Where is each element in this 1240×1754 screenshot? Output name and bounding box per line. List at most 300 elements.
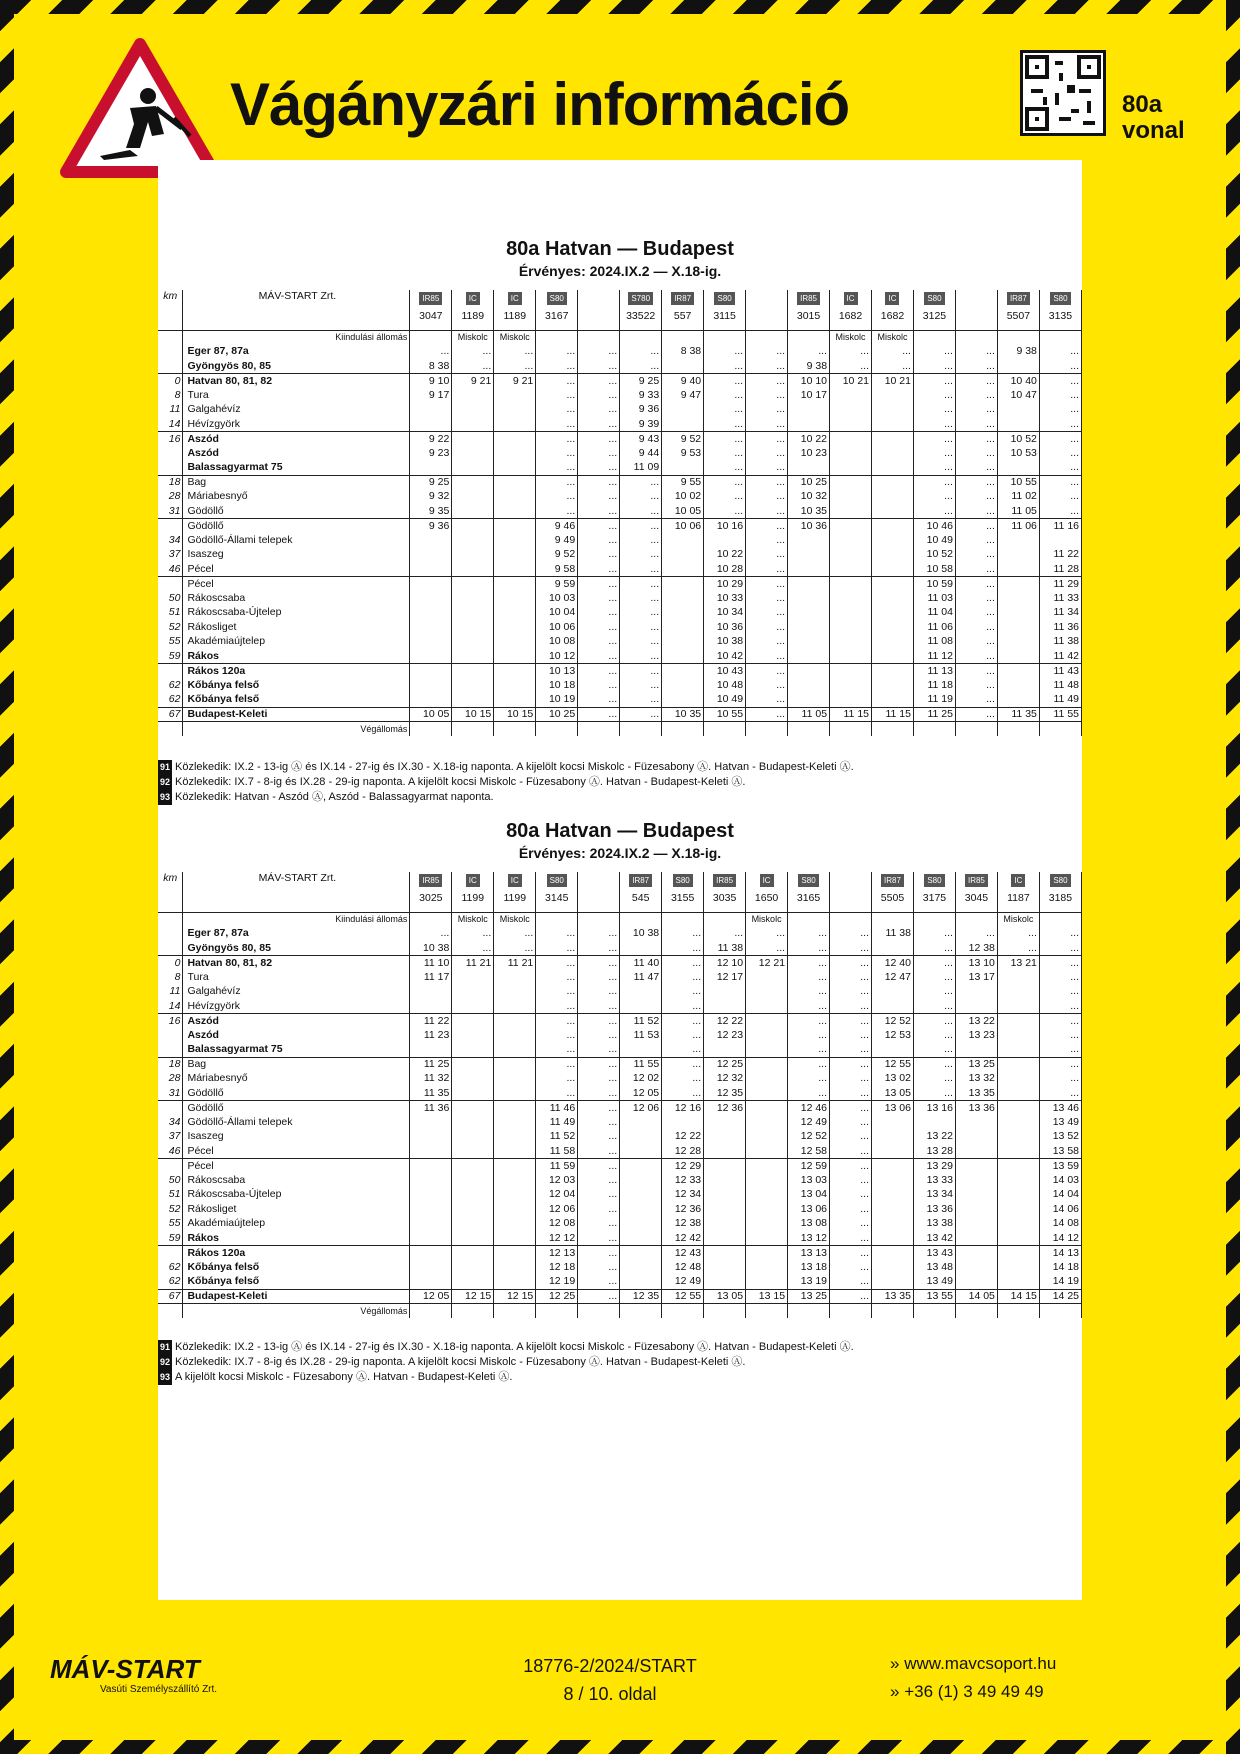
time-cell <box>746 1057 788 1072</box>
time-cell <box>997 1057 1039 1072</box>
timetable-row <box>158 548 1082 563</box>
time-cell <box>662 577 704 592</box>
time-cell: ... <box>830 1217 872 1232</box>
time-cell <box>410 1130 452 1145</box>
time-cell <box>830 490 872 505</box>
train-category-cell <box>746 290 788 310</box>
time-cell: 10 05 <box>662 504 704 519</box>
train-category-cell <box>662 872 704 892</box>
time-cell: 12 38 <box>955 941 997 956</box>
time-cell: 11 08 <box>913 635 955 650</box>
time-cell <box>452 461 494 476</box>
time-cell: 13 18 <box>788 1260 830 1275</box>
train-number: 5505 <box>872 892 914 912</box>
timetable-row <box>158 927 1082 942</box>
time-cell: ... <box>704 374 746 389</box>
time-cell: 12 43 <box>662 1246 704 1261</box>
time-cell: 10 25 <box>788 475 830 490</box>
time-cell <box>452 1231 494 1246</box>
time-cell <box>830 533 872 548</box>
station-name: Aszód <box>183 432 410 447</box>
train-category-badge: S80 <box>714 292 734 305</box>
km-cell: 52 <box>158 1202 183 1217</box>
station-name: Rákos 120a <box>183 1246 410 1261</box>
station-name: Akadémiaújtelep <box>183 635 410 650</box>
time-cell: ... <box>536 417 578 432</box>
timetable-row <box>158 533 1082 548</box>
time-cell <box>955 1260 997 1275</box>
end-cell <box>955 1304 997 1319</box>
train-number: 3035 <box>704 892 746 912</box>
time-cell: 14 05 <box>955 1289 997 1304</box>
roadworks-warning-icon <box>60 38 220 178</box>
time-cell <box>452 970 494 985</box>
start-label: Kiindulási állomás <box>183 912 410 927</box>
time-cell <box>452 1028 494 1043</box>
km-cell: 11 <box>158 403 183 418</box>
time-cell <box>746 1144 788 1159</box>
km-cell: 67 <box>158 707 183 722</box>
time-cell: 11 49 <box>1039 693 1081 708</box>
timetable-row <box>158 359 1082 374</box>
time-cell: ... <box>830 1144 872 1159</box>
km-cell: 14 <box>158 417 183 432</box>
time-cell: ... <box>704 446 746 461</box>
time-cell: 11 38 <box>704 941 746 956</box>
time-cell: 14 03 <box>1039 1173 1081 1188</box>
time-cell <box>997 548 1039 563</box>
time-cell <box>662 693 704 708</box>
time-cell <box>746 1043 788 1058</box>
time-cell: ... <box>578 1101 620 1116</box>
time-cell: 10 46 <box>913 519 955 534</box>
time-cell: ... <box>620 620 662 635</box>
time-cell <box>704 1260 746 1275</box>
train-number: 557 <box>662 310 704 330</box>
time-cell: 12 12 <box>536 1231 578 1246</box>
time-cell <box>620 1202 662 1217</box>
time-cell: ... <box>578 359 620 374</box>
time-cell <box>997 591 1039 606</box>
time-cell: 13 22 <box>955 1014 997 1029</box>
time-cell <box>494 985 536 1000</box>
time-cell: ... <box>704 490 746 505</box>
train-category-badge: IC <box>466 874 480 887</box>
time-cell <box>704 1231 746 1246</box>
footnote-text: Közlekedik: IX.7 - 8-ig és IX.28 - 29-ig naponta. A kijelölt kocsi Miskolc - Füzesabony Ⓐ. Hatvan - Budapest-Keleti Ⓐ. <box>175 1356 746 1368</box>
time-cell <box>452 591 494 606</box>
timetable-row <box>158 504 1082 519</box>
time-cell: 11 36 <box>410 1101 452 1116</box>
time-cell: ... <box>578 1014 620 1029</box>
km-cell: 37 <box>158 1130 183 1145</box>
time-cell: 10 53 <box>997 446 1039 461</box>
time-cell <box>997 1246 1039 1261</box>
train-number: 3047 <box>410 310 452 330</box>
time-cell: ... <box>746 635 788 650</box>
time-cell <box>494 1202 536 1217</box>
time-cell <box>494 620 536 635</box>
time-cell: ... <box>955 577 997 592</box>
time-cell: 9 17 <box>410 388 452 403</box>
time-cell <box>662 403 704 418</box>
time-cell: ... <box>955 707 997 722</box>
time-cell: 13 32 <box>955 1072 997 1087</box>
time-cell: ... <box>955 562 997 577</box>
time-cell: 11 23 <box>410 1028 452 1043</box>
timetable-row <box>158 519 1082 534</box>
time-cell: 13 55 <box>913 1289 955 1304</box>
time-cell <box>620 1188 662 1203</box>
station-name: Tura <box>183 388 410 403</box>
time-cell: 10 22 <box>788 432 830 447</box>
time-cell: 12 58 <box>788 1144 830 1159</box>
time-cell <box>452 1072 494 1087</box>
line-word: vonal <box>1122 117 1185 144</box>
footnote-tag: 93 <box>158 790 172 805</box>
time-cell: ... <box>746 941 788 956</box>
time-cell <box>452 1246 494 1261</box>
time-cell <box>620 1159 662 1174</box>
time-cell: ... <box>662 1043 704 1058</box>
station-name: Pécel <box>183 562 410 577</box>
time-cell: 12 53 <box>872 1028 914 1043</box>
timetable-row <box>158 620 1082 635</box>
time-cell <box>830 649 872 664</box>
end-cell <box>620 1304 662 1319</box>
time-cell: ... <box>830 999 872 1014</box>
time-cell <box>662 649 704 664</box>
train-category-badge: IR87 <box>629 874 652 887</box>
time-cell <box>997 1072 1039 1087</box>
time-cell: 10 06 <box>536 620 578 635</box>
time-cell: 12 55 <box>872 1057 914 1072</box>
time-cell: 11 09 <box>620 461 662 476</box>
time-cell: ... <box>536 970 578 985</box>
time-cell <box>494 1057 536 1072</box>
time-cell: 12 55 <box>662 1289 704 1304</box>
train-number-row <box>158 892 1082 912</box>
time-cell <box>830 519 872 534</box>
train-number: 3135 <box>1039 310 1081 330</box>
time-cell: 13 46 <box>1039 1101 1081 1116</box>
time-cell <box>872 1275 914 1290</box>
time-cell: 10 05 <box>410 707 452 722</box>
station-name: Rákoscsaba-Újtelep <box>183 1188 410 1203</box>
timetable-1-notes <box>158 760 1082 805</box>
km-cell <box>158 941 183 956</box>
time-cell: ... <box>955 548 997 563</box>
time-cell <box>746 1072 788 1087</box>
km-cell: 16 <box>158 1014 183 1029</box>
time-cell <box>452 1188 494 1203</box>
hazard-stripe-bottom <box>0 1740 1240 1754</box>
time-cell: 11 05 <box>997 504 1039 519</box>
time-cell <box>452 432 494 447</box>
train-number: 545 <box>620 892 662 912</box>
time-cell <box>704 1246 746 1261</box>
train-number <box>578 310 620 330</box>
train-category-cell <box>620 290 662 310</box>
time-cell: ... <box>830 1072 872 1087</box>
time-cell: 12 59 <box>788 1159 830 1174</box>
time-cell: ... <box>578 678 620 693</box>
time-cell: ... <box>913 1057 955 1072</box>
time-cell <box>410 562 452 577</box>
km-cell: 14 <box>158 999 183 1014</box>
origin-row <box>158 330 1082 345</box>
time-cell <box>997 606 1039 621</box>
time-cell: 12 35 <box>620 1289 662 1304</box>
time-cell <box>872 490 914 505</box>
train-category-cell <box>1039 872 1081 892</box>
time-cell <box>955 1217 997 1232</box>
train-number-row <box>158 310 1082 330</box>
km-cell <box>158 345 183 360</box>
origin-cell <box>662 912 704 927</box>
time-cell: 11 53 <box>620 1028 662 1043</box>
timetable-row <box>158 985 1082 1000</box>
time-cell <box>746 1130 788 1145</box>
time-cell: 12 28 <box>662 1144 704 1159</box>
time-cell <box>872 606 914 621</box>
time-cell <box>955 1188 997 1203</box>
footnote <box>158 1370 1082 1385</box>
time-cell <box>494 432 536 447</box>
time-cell: ... <box>830 941 872 956</box>
timetable-row <box>158 1101 1082 1116</box>
time-cell <box>410 461 452 476</box>
time-cell: ... <box>746 678 788 693</box>
time-cell <box>872 562 914 577</box>
qr-code[interactable] <box>1020 50 1106 136</box>
time-cell <box>620 985 662 1000</box>
footnote-text: A kijelölt kocsi Miskolc - Füzesabony Ⓐ. Hatvan - Budapest-Keleti Ⓐ. <box>175 1371 513 1383</box>
time-cell: 11 40 <box>620 956 662 971</box>
time-cell: ... <box>536 941 578 956</box>
train-category-badge: S80 <box>547 292 567 305</box>
km-spacer <box>158 1304 183 1319</box>
time-cell: 13 16 <box>913 1101 955 1116</box>
train-number: 3115 <box>704 310 746 330</box>
time-cell: ... <box>578 1246 620 1261</box>
phone-text: +36 (1) 3 49 49 49 <box>904 1682 1044 1701</box>
time-cell <box>788 548 830 563</box>
train-category-cell <box>872 290 914 310</box>
time-cell: ... <box>662 1072 704 1087</box>
time-cell <box>620 1260 662 1275</box>
time-cell <box>997 1217 1039 1232</box>
time-cell: ... <box>578 1231 620 1246</box>
time-cell: 10 47 <box>997 388 1039 403</box>
time-cell <box>452 1130 494 1145</box>
time-cell <box>452 999 494 1014</box>
time-cell: 8 38 <box>410 359 452 374</box>
time-cell <box>662 548 704 563</box>
time-cell: ... <box>578 693 620 708</box>
time-cell: 13 52 <box>1039 1130 1081 1145</box>
time-cell: ... <box>536 475 578 490</box>
km-spacer <box>158 722 183 737</box>
train-category-badge: IR85 <box>419 292 442 305</box>
time-cell <box>452 693 494 708</box>
time-cell <box>662 591 704 606</box>
time-cell: 9 46 <box>536 519 578 534</box>
train-number: 3025 <box>410 892 452 912</box>
origin-cell <box>410 912 452 927</box>
time-cell <box>872 1231 914 1246</box>
time-cell: 9 39 <box>620 417 662 432</box>
time-cell <box>410 1202 452 1217</box>
km-cell <box>158 1028 183 1043</box>
time-cell <box>872 403 914 418</box>
km-cell: 46 <box>158 1144 183 1159</box>
time-cell: ... <box>620 562 662 577</box>
time-cell: ... <box>578 446 620 461</box>
time-cell: 9 23 <box>410 446 452 461</box>
time-cell: 9 33 <box>620 388 662 403</box>
time-cell: 10 38 <box>620 927 662 942</box>
km-spacer <box>158 330 183 345</box>
train-number: 3015 <box>788 310 830 330</box>
time-cell <box>872 417 914 432</box>
train-category-cell <box>578 872 620 892</box>
time-cell <box>704 1159 746 1174</box>
time-cell <box>452 1217 494 1232</box>
km-cell: 51 <box>158 1188 183 1203</box>
time-cell: 12 36 <box>662 1202 704 1217</box>
end-row <box>158 1304 1082 1319</box>
time-cell: ... <box>955 432 997 447</box>
time-cell <box>410 999 452 1014</box>
time-cell: ... <box>578 1260 620 1275</box>
time-cell: 11 32 <box>410 1072 452 1087</box>
time-cell: ... <box>913 970 955 985</box>
station-name: Hatvan 80, 81, 82 <box>183 374 410 389</box>
time-cell: ... <box>536 446 578 461</box>
time-cell: ... <box>788 970 830 985</box>
time-cell: ... <box>955 359 997 374</box>
time-cell: ... <box>955 388 997 403</box>
time-cell: ... <box>704 403 746 418</box>
time-cell <box>830 403 872 418</box>
time-cell: 10 38 <box>704 635 746 650</box>
timetable-row <box>158 707 1082 722</box>
time-cell: ... <box>997 927 1039 942</box>
time-cell <box>997 1188 1039 1203</box>
header <box>40 30 1200 160</box>
time-cell: ... <box>578 403 620 418</box>
mav-start-subtitle: Vasúti Személyszállító Zrt. <box>100 1684 218 1695</box>
time-cell: 12 36 <box>704 1101 746 1116</box>
time-cell <box>410 649 452 664</box>
timetable-row <box>158 374 1082 389</box>
timetable-row <box>158 417 1082 432</box>
timetable-row <box>158 1086 1082 1101</box>
time-cell: 13 22 <box>913 1130 955 1145</box>
station-name: Gyöngyös 80, 85 <box>183 941 410 956</box>
operator-header: MÁV-START Zrt. <box>183 872 410 892</box>
time-cell <box>452 649 494 664</box>
time-cell <box>452 1144 494 1159</box>
time-cell <box>997 620 1039 635</box>
time-cell <box>955 985 997 1000</box>
station-name: Aszód <box>183 446 410 461</box>
time-cell <box>452 1260 494 1275</box>
time-cell: ... <box>1039 1072 1081 1087</box>
time-cell <box>997 999 1039 1014</box>
timetable-2-heading <box>158 820 1082 861</box>
time-cell <box>494 1101 536 1116</box>
time-cell <box>662 1115 704 1130</box>
time-cell: ... <box>452 345 494 360</box>
time-cell <box>410 1231 452 1246</box>
time-cell <box>452 1101 494 1116</box>
time-cell <box>788 635 830 650</box>
station-name: Rákoscsaba <box>183 1173 410 1188</box>
time-cell <box>494 533 536 548</box>
time-cell: ... <box>913 1072 955 1087</box>
time-cell <box>913 1115 955 1130</box>
end-cell <box>410 1304 452 1319</box>
time-cell: 14 13 <box>1039 1246 1081 1261</box>
time-cell: 9 25 <box>620 374 662 389</box>
time-cell: ... <box>830 1101 872 1116</box>
time-cell: 11 38 <box>1039 635 1081 650</box>
time-cell <box>494 548 536 563</box>
time-cell: 12 49 <box>788 1115 830 1130</box>
time-cell <box>494 490 536 505</box>
train-number: 3165 <box>788 892 830 912</box>
end-cell <box>788 1304 830 1319</box>
time-cell <box>872 693 914 708</box>
time-cell <box>997 664 1039 679</box>
time-cell <box>872 1188 914 1203</box>
end-cell <box>872 722 914 737</box>
timetable-row <box>158 999 1082 1014</box>
footer <box>40 1640 1200 1730</box>
time-cell: ... <box>1039 999 1081 1014</box>
time-cell <box>410 533 452 548</box>
timetable-row <box>158 970 1082 985</box>
hazard-stripe-top <box>0 0 1240 14</box>
time-cell <box>704 1144 746 1159</box>
time-cell: 12 02 <box>620 1072 662 1087</box>
time-cell <box>830 388 872 403</box>
time-cell <box>410 1246 452 1261</box>
time-cell: ... <box>913 504 955 519</box>
time-cell: 11 19 <box>913 693 955 708</box>
timetable-row <box>158 649 1082 664</box>
time-cell: ... <box>578 461 620 476</box>
time-cell: 12 15 <box>494 1289 536 1304</box>
time-cell <box>955 1275 997 1290</box>
train-number <box>746 310 788 330</box>
time-cell <box>662 620 704 635</box>
time-cell <box>872 475 914 490</box>
station-name: Pécel <box>183 577 410 592</box>
website-link[interactable] <box>890 1654 1056 1674</box>
time-cell: 12 03 <box>536 1173 578 1188</box>
time-cell <box>704 1043 746 1058</box>
time-cell: ... <box>913 359 955 374</box>
train-category-badge: IC <box>508 292 522 305</box>
phone-number[interactable] <box>890 1682 1044 1702</box>
end-label: Végállomás <box>183 722 410 737</box>
time-cell: ... <box>536 345 578 360</box>
end-cell <box>410 722 452 737</box>
time-cell <box>410 664 452 679</box>
